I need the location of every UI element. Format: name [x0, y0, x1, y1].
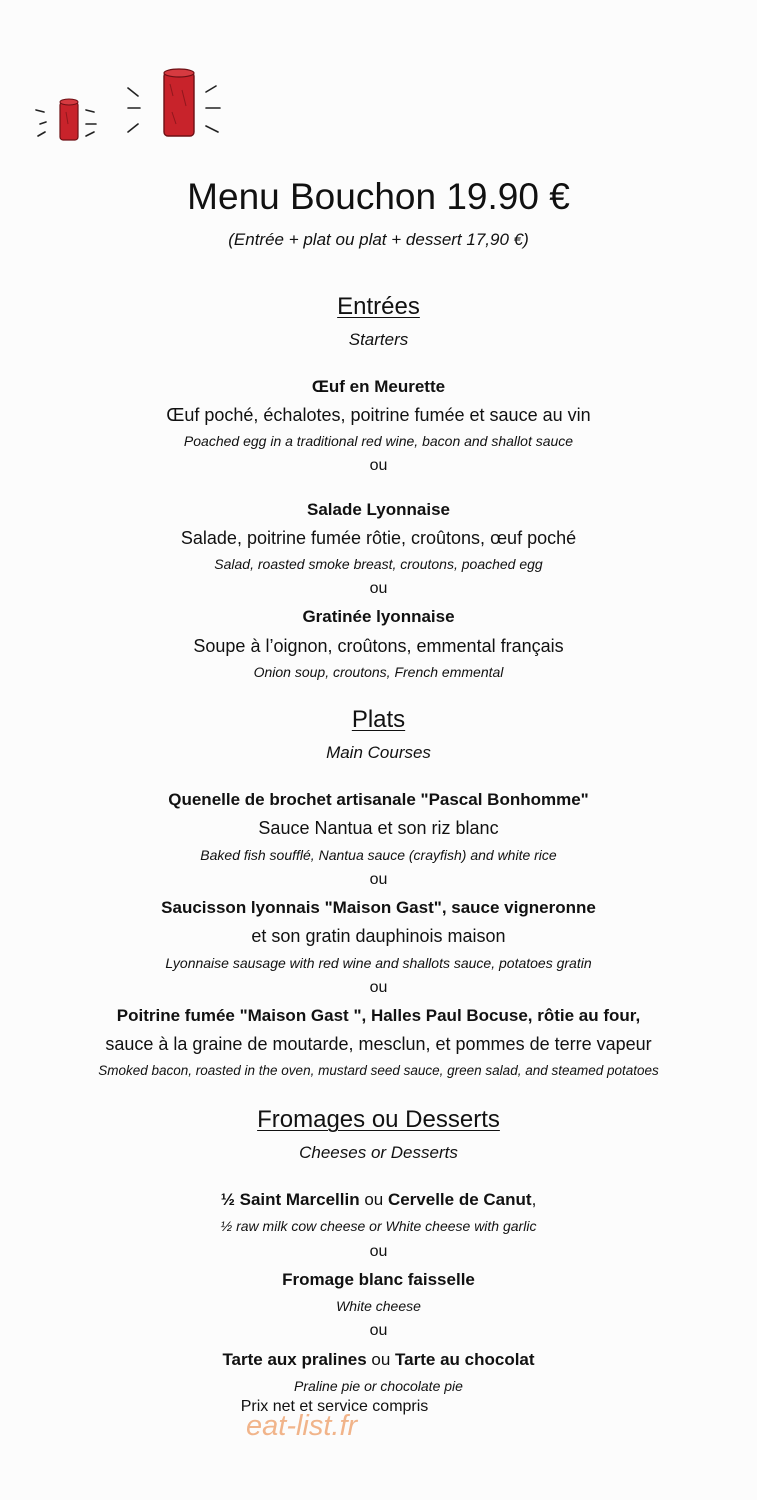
dish-english: Praline pie or chocolate pie [294, 1378, 463, 1394]
or-separator: ou [369, 1243, 388, 1260]
bouchon-logo-icon [30, 62, 240, 152]
dessert-line-3 [0, 1350, 757, 1370]
section-subtitle-main-courses: Main Courses [326, 743, 431, 762]
trailing-comma: , [531, 1190, 537, 1209]
section-subtitle-cheeses-desserts: Cheeses or Desserts [299, 1143, 458, 1162]
dish-name: Poitrine fumée "Maison Gast ", Halles Paul Bocuse, rôtie au four, [116, 1006, 641, 1025]
dish-description: Soupe à l’oignon, croûtons, emmental français [193, 636, 564, 656]
or-separator: ou [369, 871, 388, 888]
dessert-line-1 [0, 1190, 757, 1210]
dish-name: Salade Lyonnaise [307, 500, 450, 519]
menu-title: Menu Bouchon 19.90 € [187, 176, 570, 217]
section-title-desserts: Fromages ou Desserts [257, 1106, 500, 1133]
dish-english: Onion soup, croutons, French emmental [253, 664, 504, 680]
dish-description: Sauce Nantua et son riz blanc [258, 818, 499, 838]
dish-english: White cheese [336, 1298, 421, 1314]
dish-english: ½ raw milk cow cheese or White cheese with garlic [220, 1218, 537, 1234]
or-joiner: ou [366, 1350, 396, 1369]
dish-description: et son gratin dauphinois maison [251, 926, 506, 946]
or-separator: ou [369, 580, 388, 597]
section-title-plats: Plats [351, 706, 406, 733]
dish-name: Gratinée lyonnaise [302, 607, 455, 626]
dish-description: sauce à la graine de moutarde, mesclun, et pommes de terre vapeur [105, 1034, 652, 1054]
dish-english: Salad, roasted smoke breast, croutons, poached egg [214, 556, 543, 572]
or-separator: ou [369, 1322, 388, 1339]
dessert-option-cervelle-de-canut: Cervelle de Canut [387, 1190, 532, 1209]
or-separator: ou [369, 979, 388, 996]
watermark: eat-list.fr [246, 1410, 358, 1442]
section-title-entrees: Entrées [337, 293, 420, 320]
section-subtitle-starters: Starters [348, 330, 409, 349]
dish-description: Salade, poitrine fumée rôtie, croûtons, œuf poché [180, 528, 577, 548]
or-joiner: ou [359, 1190, 388, 1209]
menu-subtitle: (Entrée + plat ou plat + dessert 17,90 €) [228, 230, 529, 249]
dish-english: Smoked bacon, roasted in the oven, mustard seed sauce, green salad, and steamed potatoes [98, 1063, 659, 1078]
dish-description: Œuf poché, échalotes, poitrine fumée et sauce au vin [166, 405, 591, 425]
dish-name: Saucisson lyonnais "Maison Gast", sauce vigneronne [161, 898, 596, 917]
dish-name: Quenelle de brochet artisanale "Pascal Bonhomme" [168, 790, 589, 809]
dessert-option-saint-marcellin: ½ Saint Marcellin [220, 1190, 360, 1209]
dish-english: Baked fish soufflé, Nantua sauce (crayfish) and white rice [200, 847, 557, 863]
footer-note: Prix net et service compris [240, 1398, 429, 1415]
dish-english: Poached egg in a traditional red wine, bacon and shallot sauce [183, 433, 574, 449]
dish-english: Lyonnaise sausage with red wine and shallots sauce, potatoes gratin [165, 955, 592, 971]
dessert-option-tarte-pralines: Tarte aux pralines [222, 1350, 367, 1369]
or-separator: ou [369, 457, 388, 474]
dessert-option-tarte-chocolat: Tarte au chocolat [395, 1350, 535, 1369]
dish-name: Fromage blanc faisselle [282, 1270, 475, 1289]
dish-name: Œuf en Meurette [311, 377, 446, 396]
